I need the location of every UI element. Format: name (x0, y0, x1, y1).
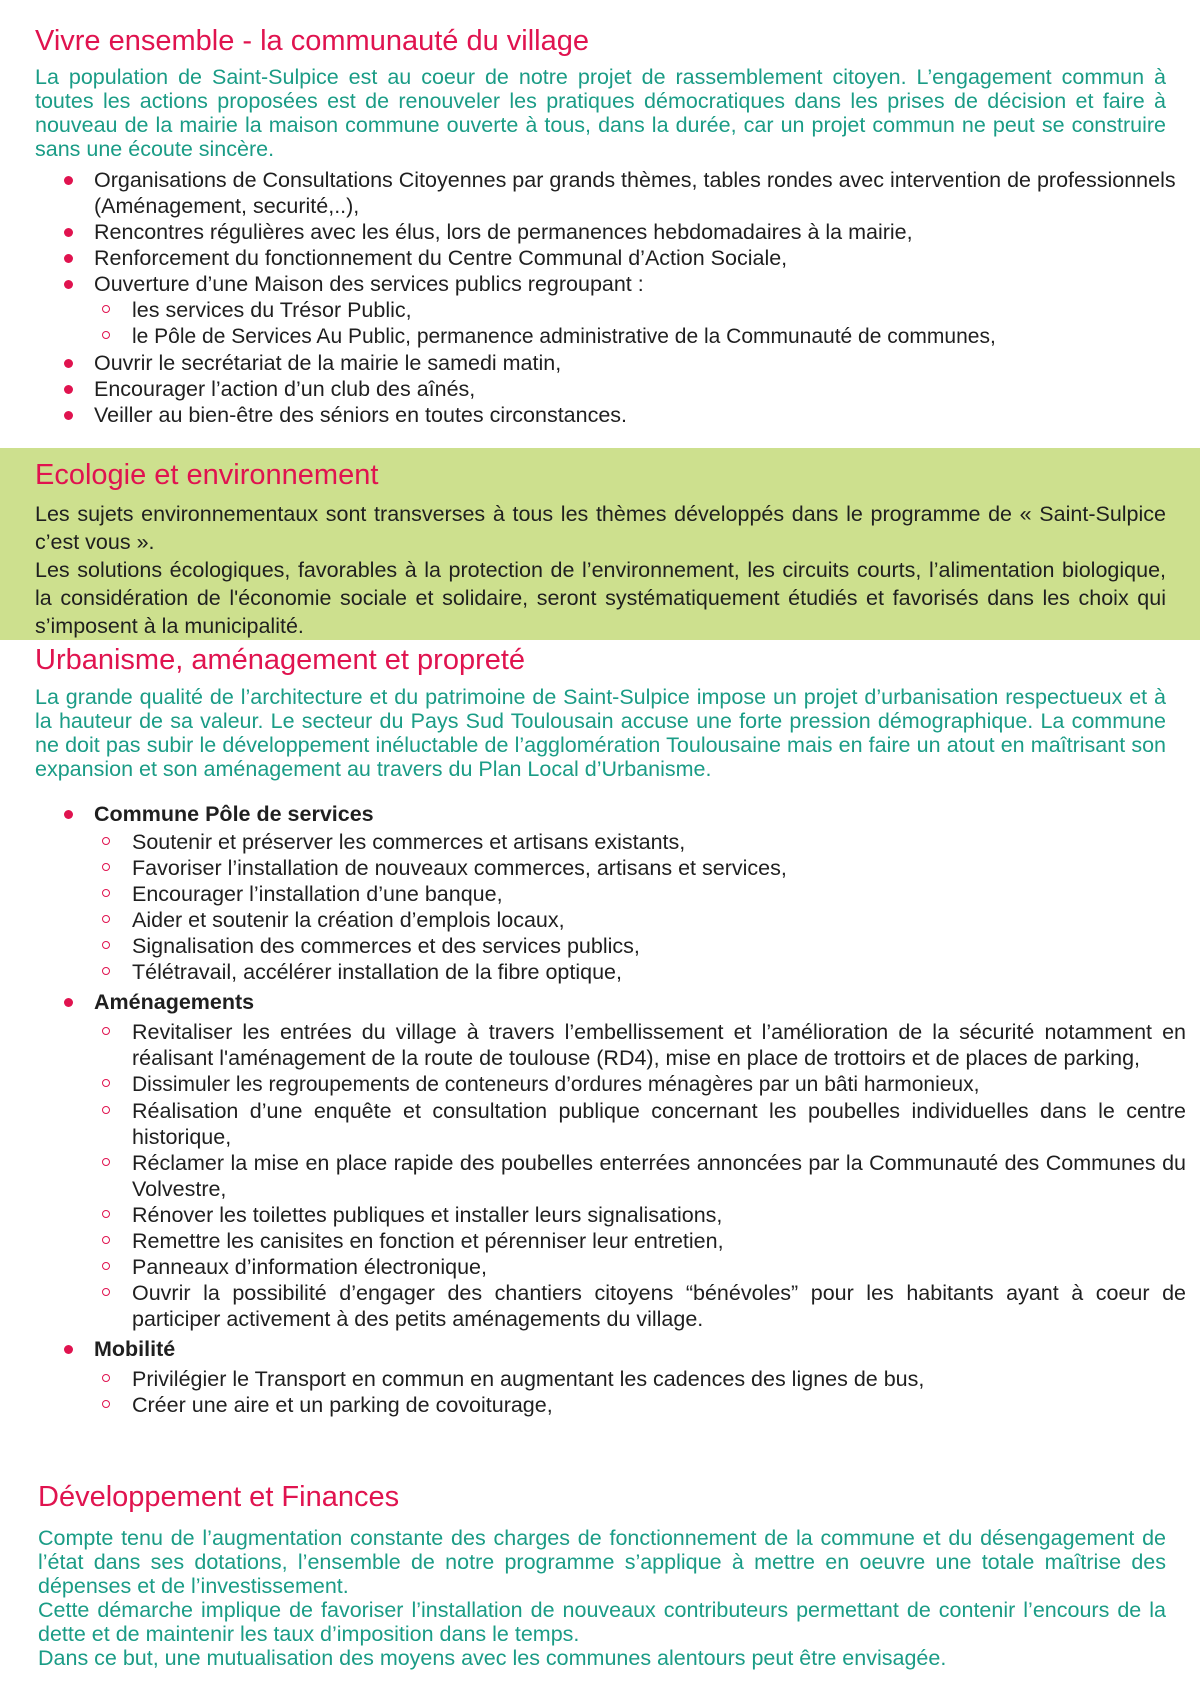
circle-bullet-icon (102, 1236, 110, 1244)
list-item: Veiller au bien-être des séniors en toutes circonstances. (36, 402, 1186, 428)
bullet-list (36, 167, 1186, 428)
sub-list-item: Encourager l’installation d’une banque, (94, 881, 1186, 907)
list-item: Mobilité Privilégier le Transport en commun en augmentant les cadences des lignes de bus, Créer une aire et un parking de covoiturage, (36, 1336, 1186, 1418)
circle-bullet-icon (102, 941, 110, 949)
bullet-icon (64, 1345, 73, 1354)
list-item: Encourager l’action d’un club des aînés, (36, 376, 1186, 402)
list-item: Ouvrir le secrétariat de la mairie le samedi matin, (36, 350, 1186, 376)
section-paragraph: Dans ce but, une mutualisation des moyens avec les communes alentours peut être envisagée. (38, 1646, 947, 1670)
section-title: Vivre ensemble - la communauté du village (35, 25, 589, 57)
circle-bullet-icon (102, 837, 110, 845)
circle-bullet-icon (102, 889, 110, 897)
sub-list-item: Remettre les canisites en fonction et pérenniser leur entretien, (94, 1228, 1186, 1254)
bullet-icon (64, 228, 73, 237)
sub-list-item: le Pôle de Services Au Public, permanence administrative de la Communauté de communes, (94, 323, 1186, 350)
bullet-list (36, 801, 1186, 1418)
sub-list-item: Revitaliser les entrées du village à travers l’embellissement et l’amélioration de la sécurité notamment en réalisant l'aménagement de la route de toulouse (RD4), mise en place de trottoirs et de places de parking, (94, 1019, 1186, 1071)
section-paragraph: Les solutions écologiques, favorables à la protection de l’environnement, les circuits courts, l’alimentation biologique, la considération de l'économie sociale et solidaire, seront systématiquement étudiés et favorisés dans les choix qui s’imposent à la municipalité. (35, 558, 1166, 638)
section-title: Développement et Finances (38, 1481, 400, 1513)
sub-list-item: Dissimuler les regroupements de conteneurs d’ordures ménagères par un bâti harmonieux, (94, 1071, 1186, 1098)
section-urbanisme (0, 643, 1200, 1418)
circle-bullet-icon (102, 967, 110, 975)
section-finances (0, 1480, 1200, 1670)
circle-bullet-icon (102, 1027, 110, 1035)
sub-list-item: Ouvrir la possibilité d’engager des chantiers citoyens “bénévoles” pour les habitants ayant à coeur de participer activement à des petits aménagements du village. (94, 1280, 1186, 1332)
section-vivre-ensemble (0, 24, 1200, 428)
circle-bullet-icon (102, 305, 110, 313)
section-paragraph: Cette démarche implique de favoriser l’installation de nouveaux contributeurs permettant de contenir l’encours de la dette et de maintenir les taux d’imposition dans le temps. (38, 1598, 1166, 1646)
bullet-icon (64, 998, 73, 1007)
sub-list-item: Privilégier le Transport en commun en augmentant les cadences des lignes de bus, (94, 1366, 1186, 1392)
sub-list (94, 829, 1186, 985)
bullet-icon (64, 359, 73, 368)
sub-list-item: Signalisation des commerces et des services publics, (94, 933, 1186, 959)
circle-bullet-icon (102, 1374, 110, 1382)
sub-list-item: Rénover les toilettes publiques et installer leurs signalisations, (94, 1202, 1186, 1228)
bullet-icon (64, 176, 73, 185)
bullet-icon (64, 411, 73, 420)
circle-bullet-icon (102, 1288, 110, 1296)
list-item: Organisations de Consultations Citoyennes par grands thèmes, tables rondes avec intervention de professionnels (Aménagement, securité,..), (36, 167, 1186, 219)
list-item: Ouverture d’une Maison des services publics regroupant : les services du Trésor Public, le Pôle de Services Au Public, permanence administrative de la Communauté de communes, (36, 271, 1186, 350)
circle-bullet-icon (102, 1106, 110, 1114)
circle-bullet-icon (102, 331, 110, 339)
sub-list-item: Panneaux d’information électronique, (94, 1254, 1186, 1280)
list-item: Renforcement du fonctionnement du Centre Communal d’Action Sociale, (36, 245, 1186, 271)
sub-list (94, 1019, 1186, 1332)
bullet-icon (64, 254, 73, 263)
list-item: Commune Pôle de services Soutenir et préserver les commerces et artisans existants, Favoriser l’installation de nouveaux commerces, artisans et services, Encourager l’installation d’une banque, Aider et soutenir la création d’emplois locaux, Signalisation des commerces et des services publics, Télétravail, accélérer installation de la fibre optique, (36, 801, 1186, 985)
sub-list-item: Favoriser l’installation de nouveaux commerces, artisans et services, (94, 855, 1186, 881)
sub-list (94, 1366, 1186, 1418)
circle-bullet-icon (102, 863, 110, 871)
section-title: Urbanisme, aménagement et propreté (35, 644, 526, 676)
section-intro: La population de Saint-Sulpice est au coeur de notre projet de rassemblement citoyen. L’engagement commun à toutes les actions proposées est de renouveler les pratiques démocratiques dans les prises de décision et faire à nouveau de la mairie la maison commune ouverte à tous, dans la durée, car un projet commun ne peut se construire sans une écoute sincère. (35, 65, 1166, 161)
sub-list-item: Créer une aire et un parking de covoiturage, (94, 1392, 1186, 1418)
sub-list-item: Télétravail, accélérer installation de la fibre optique, (94, 959, 1186, 985)
bullet-icon (64, 280, 73, 289)
circle-bullet-icon (102, 915, 110, 923)
section-paragraph: Les sujets environnementaux sont transverses à tous les thèmes développés dans le programme de « Saint-Sulpice c’est vous ». (35, 502, 1166, 554)
section-paragraph: Compte tenu de l’augmentation constante des charges de fonctionnement de la commune et du désengagement de l’état dans ses dotations, l’ensemble de notre programme s’applique à mettre en oeuvre une totale maîtrise des dépenses et de l’investissement. (38, 1526, 1166, 1598)
section-title: Ecologie et environnement (35, 459, 379, 491)
list-item: Aménagements Revitaliser les entrées du village à travers l’embellissement et l’amélioration de la sécurité notamment en réalisant l'aménagement de la route de toulouse (RD4), mise en place de trottoirs et de places de parking, Dissimuler les regroupements de conteneurs d’ordures ménagères par un bâti harmonieux, Réalisation d’une enquête et consultation publique concernant les poubelles individuelles dans le centre historique, Réclamer la mise en place rapide des poubelles enterrées annoncées par la Communauté des Communes du Volvestre, Rénover les toilettes publiques et installer leurs signalisations, Remettre les canisites en fonction et pérenniser leur entretien, Panneaux d’information électronique, Ouvrir la possibilité d’engager des chantiers citoyens “bénévoles” pour les habitants ayant à coeur de participer activement à des petits aménagements du village. (36, 989, 1186, 1332)
circle-bullet-icon (102, 1158, 110, 1166)
sub-list-item: Réclamer la mise en place rapide des poubelles enterrées annoncées par la Communauté des Communes du Volvestre, (94, 1150, 1186, 1202)
circle-bullet-icon (102, 1210, 110, 1218)
bullet-icon (64, 810, 73, 819)
sub-list (94, 297, 1186, 350)
section-ecologie (0, 448, 1200, 640)
sub-list-item: Aider et soutenir la création d’emplois locaux, (94, 907, 1186, 933)
list-item: Rencontres régulières avec les élus, lors de permanences hebdomadaires à la mairie, (36, 219, 1186, 245)
sub-list-item: les services du Trésor Public, (94, 297, 1186, 323)
circle-bullet-icon (102, 1262, 110, 1270)
bullet-icon (64, 385, 73, 394)
section-intro: La grande qualité de l’architecture et du patrimoine de Saint-Sulpice impose un projet d’urbanisation respectueux et à la hauteur de sa valeur. Le secteur du Pays Sud Toulousain accuse une forte pression démographique. La commune ne doit pas subir le développement inéluctable de l’agglomération Toulousaine mais en faire un atout en maîtrisant son expansion et son aménagement au travers du Plan Local d’Urbanisme. (35, 685, 1166, 781)
circle-bullet-icon (102, 1400, 110, 1408)
sub-list-item: Réalisation d’une enquête et consultation publique concernant les poubelles individuelles dans le centre historique, (94, 1098, 1186, 1150)
sub-list-item: Soutenir et préserver les commerces et artisans existants, (94, 829, 1186, 855)
circle-bullet-icon (102, 1079, 110, 1087)
